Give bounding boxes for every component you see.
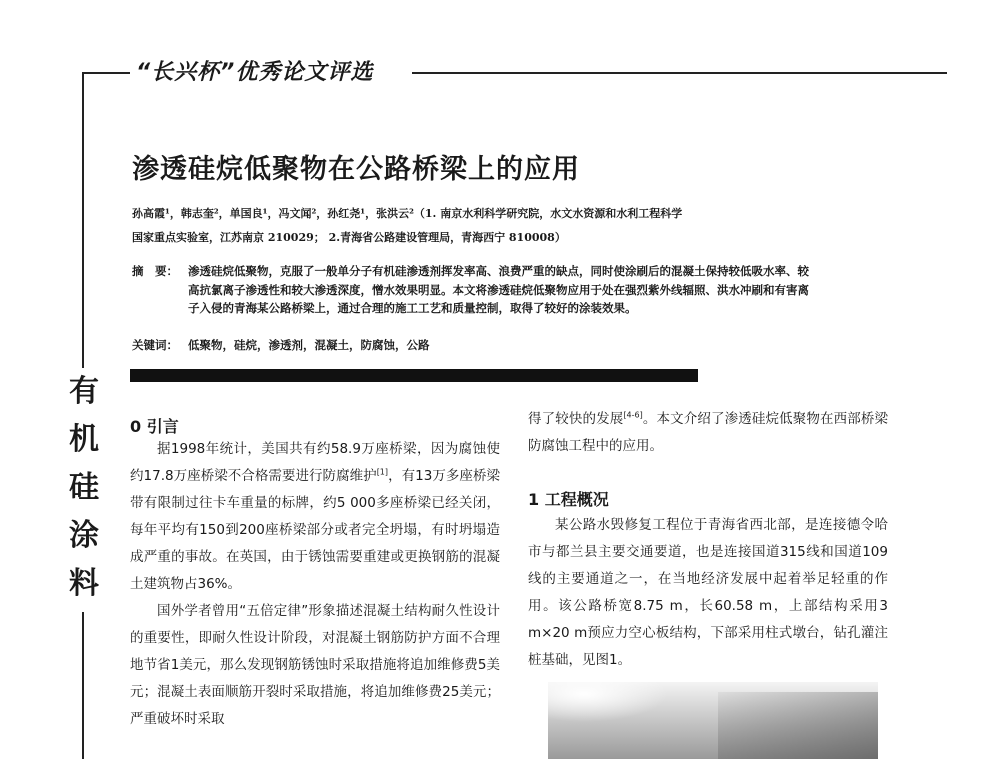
authors-line-2: 国家重点实验室，江苏南京 210029； 2.青海省公路建设管理局，青海西宁 810008） — [132, 231, 566, 244]
figure-photo — [548, 682, 878, 759]
paragraph-text: ，有13万多座桥梁带有限制过往卡车重量的标牌，约5 000多座桥梁已经关闭，每年平均有150到200座桥梁部分或者完全坍塌，有时坍塌造成严重的事故。在英国，由于锈蚀需要重建或更换钢筋的混凝土建筑物占36%。 — [130, 468, 500, 592]
authors-line-1: 孙高霞¹，韩志奎²，单国良¹，冯文闻²，孙红尧¹，张洪云²（1. 南京水利科学研究院，水文水资源和水利工程科学 — [132, 207, 683, 220]
margin-rule-upper — [82, 72, 84, 372]
separator-bar — [130, 369, 698, 382]
figure-shadow — [718, 692, 878, 759]
keywords-text: 低聚物，硅烷，渗透剂，混凝土，防腐蚀，公路 — [188, 338, 430, 352]
right-column — [528, 406, 888, 460]
margin-rule-lower — [82, 612, 84, 759]
paragraph-text: 据1998年统计，美国共有约58.9万座桥梁，因为腐蚀使约17.8万座桥梁不合格需要进行防腐维护 — [130, 441, 500, 484]
authors-block — [132, 202, 832, 250]
abstract-label: 摘 要： — [132, 264, 178, 278]
left-column — [130, 436, 500, 733]
figure-highlight — [548, 682, 668, 722]
keywords — [132, 337, 812, 353]
side-char: 硅 — [69, 470, 99, 505]
header-rule-right — [412, 72, 947, 74]
keywords-label: 关键词： — [132, 338, 178, 352]
right-column-body — [528, 512, 888, 674]
side-char: 有 — [69, 374, 99, 409]
series-title: “长兴杯”优秀论文评选 — [136, 60, 374, 85]
side-column-label — [64, 368, 104, 608]
abstract — [132, 262, 812, 318]
section-heading-overview: 1 工程概况 — [528, 490, 609, 509]
article-title: 渗透硅烷低聚物在公路桥梁上的应用 — [132, 154, 580, 185]
section-heading-intro: 0 引言 — [130, 417, 179, 436]
citation-ref: [1] — [376, 467, 389, 477]
paragraph — [528, 406, 888, 460]
header-rule-left — [82, 72, 130, 74]
side-char: 料 — [69, 566, 99, 601]
paragraph: 国外学者曾用“五倍定律”形象描述混凝土结构耐久性设计的重要性，即耐久性设计阶段，对混凝土钢筋防护方面不合理地节省1美元，那么发现钢筋锈蚀时采取措施将追加维修费5美元；混凝土表面顺筋开裂时采取措施，将追加维修费25美元；严重破坏时采取 — [130, 603, 500, 727]
side-char: 机 — [69, 422, 99, 457]
paragraph — [130, 436, 500, 598]
paragraph: 某公路水毁修复工程位于青海省西北部，是连接德令哈市与都兰县主要交通要道，也是连接国道315线和国道109线的主要通道之一，在当地经济发展中起着举足轻重的作用。该公路桥宽8.75 m，长60.58 m，上部结构采用3 m×20 m预应力空心板结构，下部采用柱式墩台，钻孔灌注桩基础，见图1。 — [528, 517, 888, 668]
citation-ref: [4-6] — [623, 410, 643, 420]
paragraph-text: 。本文介绍了渗透硅烷低聚物在西部桥梁防腐蚀工程中的应用。 — [528, 411, 889, 454]
paragraph-text: 得了较快的发展 — [528, 411, 624, 427]
side-char: 涂 — [69, 518, 99, 553]
abstract-text: 渗透硅烷低聚物，克服了一般单分子有机硅渗透剂挥发率高、浪费严重的缺点，同时使涂刷后的混凝土保持较低吸水率、较高抗氯离子渗透性和较大渗透深度，憎水效果明显。本文将渗透硅烷低聚物应用于处在强烈紫外线辐照、洪水冲刷和有害离子入侵的青海某公路桥梁上，通过合理的施工工艺和质量控制，取得了较好的涂装效果。 — [188, 264, 809, 315]
